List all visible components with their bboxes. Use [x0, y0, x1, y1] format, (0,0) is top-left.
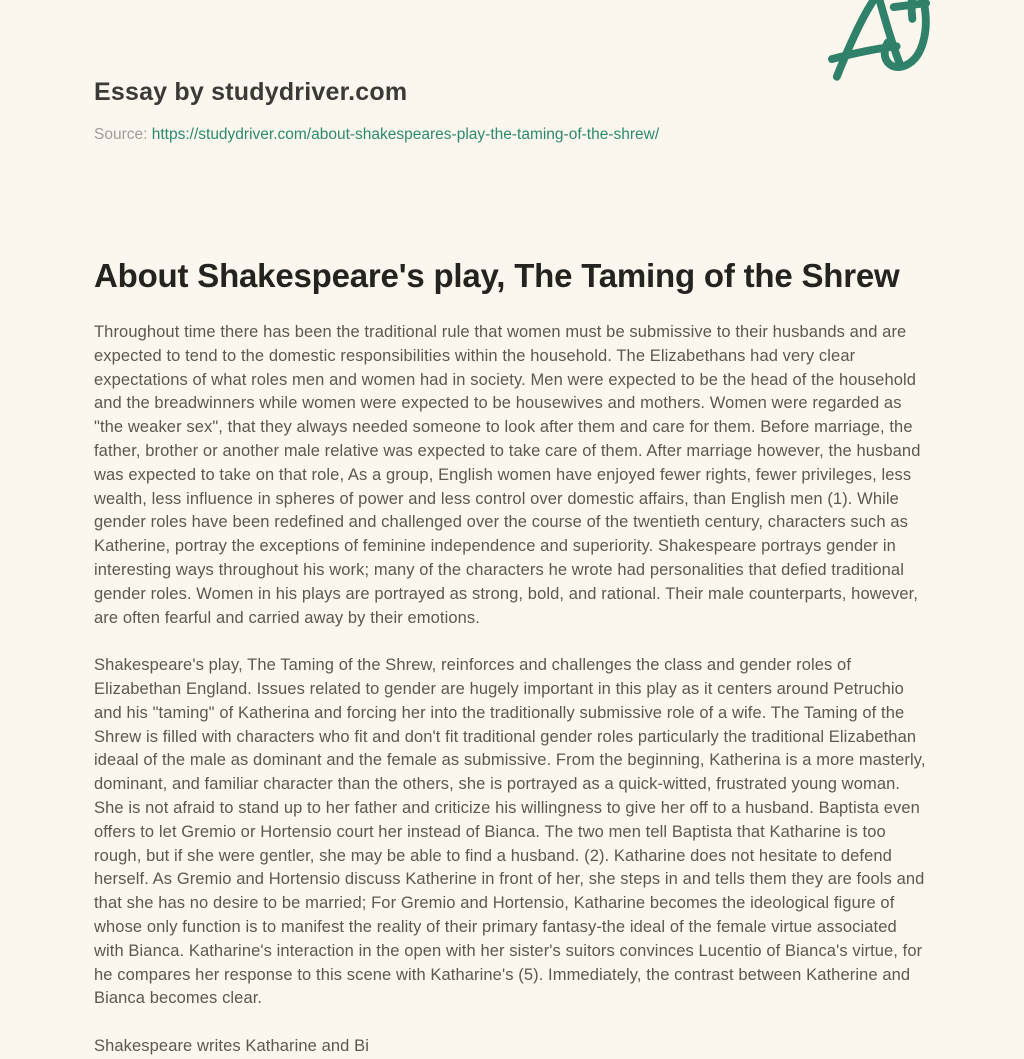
essay-paragraph-2: Shakespeare's play, The Taming of the Shrew, reinforces and challenges the class and gender roles of Elizabethan England. Issues related to gender are hugely important in this play as it centers around Petruchio and his "taming" of Katherina and forcing her into the traditionally submissive role of a wife. The Taming of the Shrew is filled with characters who fit and don't fit traditional gender roles particularly the traditional Elizabethan ideaal of the male as dominant and the female as submissive. From the beginning, Katherina is a more masterly, dominant, and familiar character than the others, she is portrayed as a quick-witted, frustrated young woman. She is not afraid to stand up to her father and criticize his willingness to give her off to a husband. Baptista even offers to let Gremio or Hortensio court her instead of Bianca. The two men tell Baptista that Katharine is too rough, but if she were gentler, she may be able to find a husband. (2). Katharine does not hesitate to defend herself. As Gremio and Hortensio discuss Katherine in front of her, she steps in and tells them they are fools and that she has no desire to be married; For Gremio and Hortensio, Katharine becomes the ideological figure of whose only function is to manifest the reality of their primary fantasy-the ideal of the female virtue associated with Bianca. Katharine's interaction in the open with her sister's suitors convinces Lucentio of Bianca's virtue, for he compares her response to this scene with Katharine's (5). Immediately, the contrast between Katherine and Bianca becomes clear. — [94, 656, 926, 1008]
source-label: Source: — [94, 126, 148, 143]
essay-title: About Shakespeare's play, The Taming of the Shrew — [94, 257, 900, 294]
source-line — [94, 126, 930, 144]
site-title: Essay by studydriver.com — [94, 78, 408, 106]
source-link[interactable]: https://studydriver.com/about-shakespeares-play-the-taming-of-the-shrew/ — [151, 126, 660, 143]
essay-body — [94, 321, 930, 1059]
essay-paragraph-1: Throughout time there has been the traditional rule that women must be submissive to their husbands and are expected to tend to the domestic responsibilities within the household. The Elizabethans had very clear expectations of what roles men and women had in society. Men were expected to be the head of the household and the breadwinners while women were expected to be housewives and mothers. Women were regarded as "the weaker sex", that they always needed someone to look after them and care for them. Before marriage, the father, brother or another male relative was expected to take care of them. After marriage however, the husband was expected to take on that role, As a group, English women have enjoyed fewer rights, fewer privileges, less wealth, less influence in spheres of power and less control over domestic affairs, than English men (1). While gender roles have been redefined and challenged over the course of the twentieth century, characters such as Katherine, portray the exceptions of feminine independence and superiority. Shakespeare portrays gender in interesting ways throughout his work; many of the characters he wrote had personalities that defied traditional gender roles. Women in his plays are portrayed as strong, bold, and rational. Their male counterparts, however, are often fearful and carried away by their emotions. — [94, 322, 921, 627]
a-plus-logo-icon — [828, 0, 930, 85]
essay-paragraph-3-truncated: Shakespeare writes Katharine and Bi — [94, 1037, 369, 1056]
page-header — [94, 0, 930, 144]
